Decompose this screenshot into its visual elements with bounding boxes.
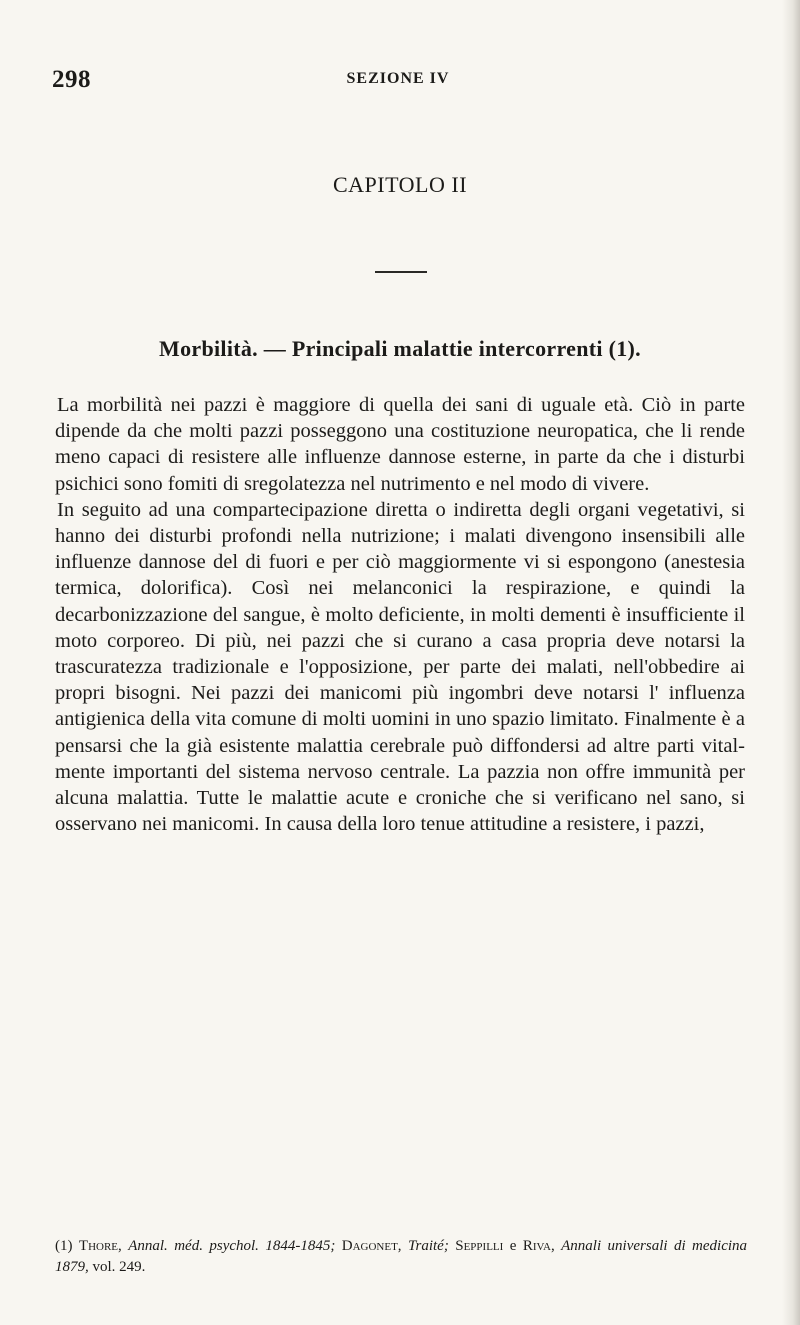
- title-divider: [375, 271, 427, 273]
- paragraph: La morbilità nei pazzi è maggiore di quella dei sani di uguale età. Ciò in parte dipende da che molti pazzi posseggono una costituzione neuropatica, che li rende meno capaci di resistere alle influenze dannose esterne, in parte da che i disturbi psichici sono fomiti di sregolatezza nel nutrimento e nel modo di vivere.: [55, 394, 745, 495]
- section-label: SEZIONE IV: [346, 70, 450, 87]
- running-head: [52, 66, 744, 96]
- footnote-work: Annal. méd. psychol. 1844-1845;: [128, 1238, 336, 1254]
- page-number: 298: [52, 66, 91, 93]
- footnote-volume: vol. 249.: [92, 1259, 146, 1275]
- footnote-author: Seppilli: [455, 1238, 504, 1254]
- footnote-marker: (1): [55, 1238, 73, 1254]
- footnote-work: Traité;: [407, 1238, 449, 1254]
- chapter-title: CAPITOLO II: [332, 172, 468, 197]
- footnote-work: Annali universali di medicina 1879,: [55, 1238, 748, 1275]
- section-heading: Morbilità. — Principali malattie intercorrenti (1).: [159, 336, 641, 361]
- footnote-author: Riva,: [522, 1238, 555, 1254]
- body-text: [55, 392, 745, 837]
- footnote-conjunction: e: [509, 1238, 517, 1254]
- footnote-author: Thore,: [78, 1238, 122, 1254]
- footnote: [55, 1236, 747, 1278]
- paragraph: In seguito ad una compartecipazione diretta o indiretta degli organi vegetativi, si hanno dei disturbi profondi nella nutrizione; i malati divengono insensibili alle influenze dannose del di fuori e per ciò maggiormente vi si espongono (anestesia termica, dolorifica). Così nei melanconici la respirazione, e quindi la decarbonizzazione del sangue, è molto deficiente, in molti dementi è insufficiente il moto corporeo. Di più, nei pazzi che si curano a casa propria deve notarsi la trascuratezza tradizionale e l'opposizione, per parte dei malati, nell'obbedire ai propri bisogni. Nei pazzi dei manicomi più ingombri deve notarsi l' influenza antigienica della vita comune di molti uomini in uno spazio limitato. Finalmente è a pensarsi che la già esistente malattia cerebrale può diffondersi ad altre parti vitalmente importanti del sistema nervoso centrale. La pazzia non offre immunità per alcuna malattia. Tutte le malattie acute e croniche che si verificano nel sano, si osservano nei manicomi. In causa della loro tenue attitudine a resistere, i pazzi,: [55, 498, 745, 836]
- footnote-author: Dagonet,: [341, 1238, 402, 1254]
- page-edge-shadow: [782, 0, 800, 1325]
